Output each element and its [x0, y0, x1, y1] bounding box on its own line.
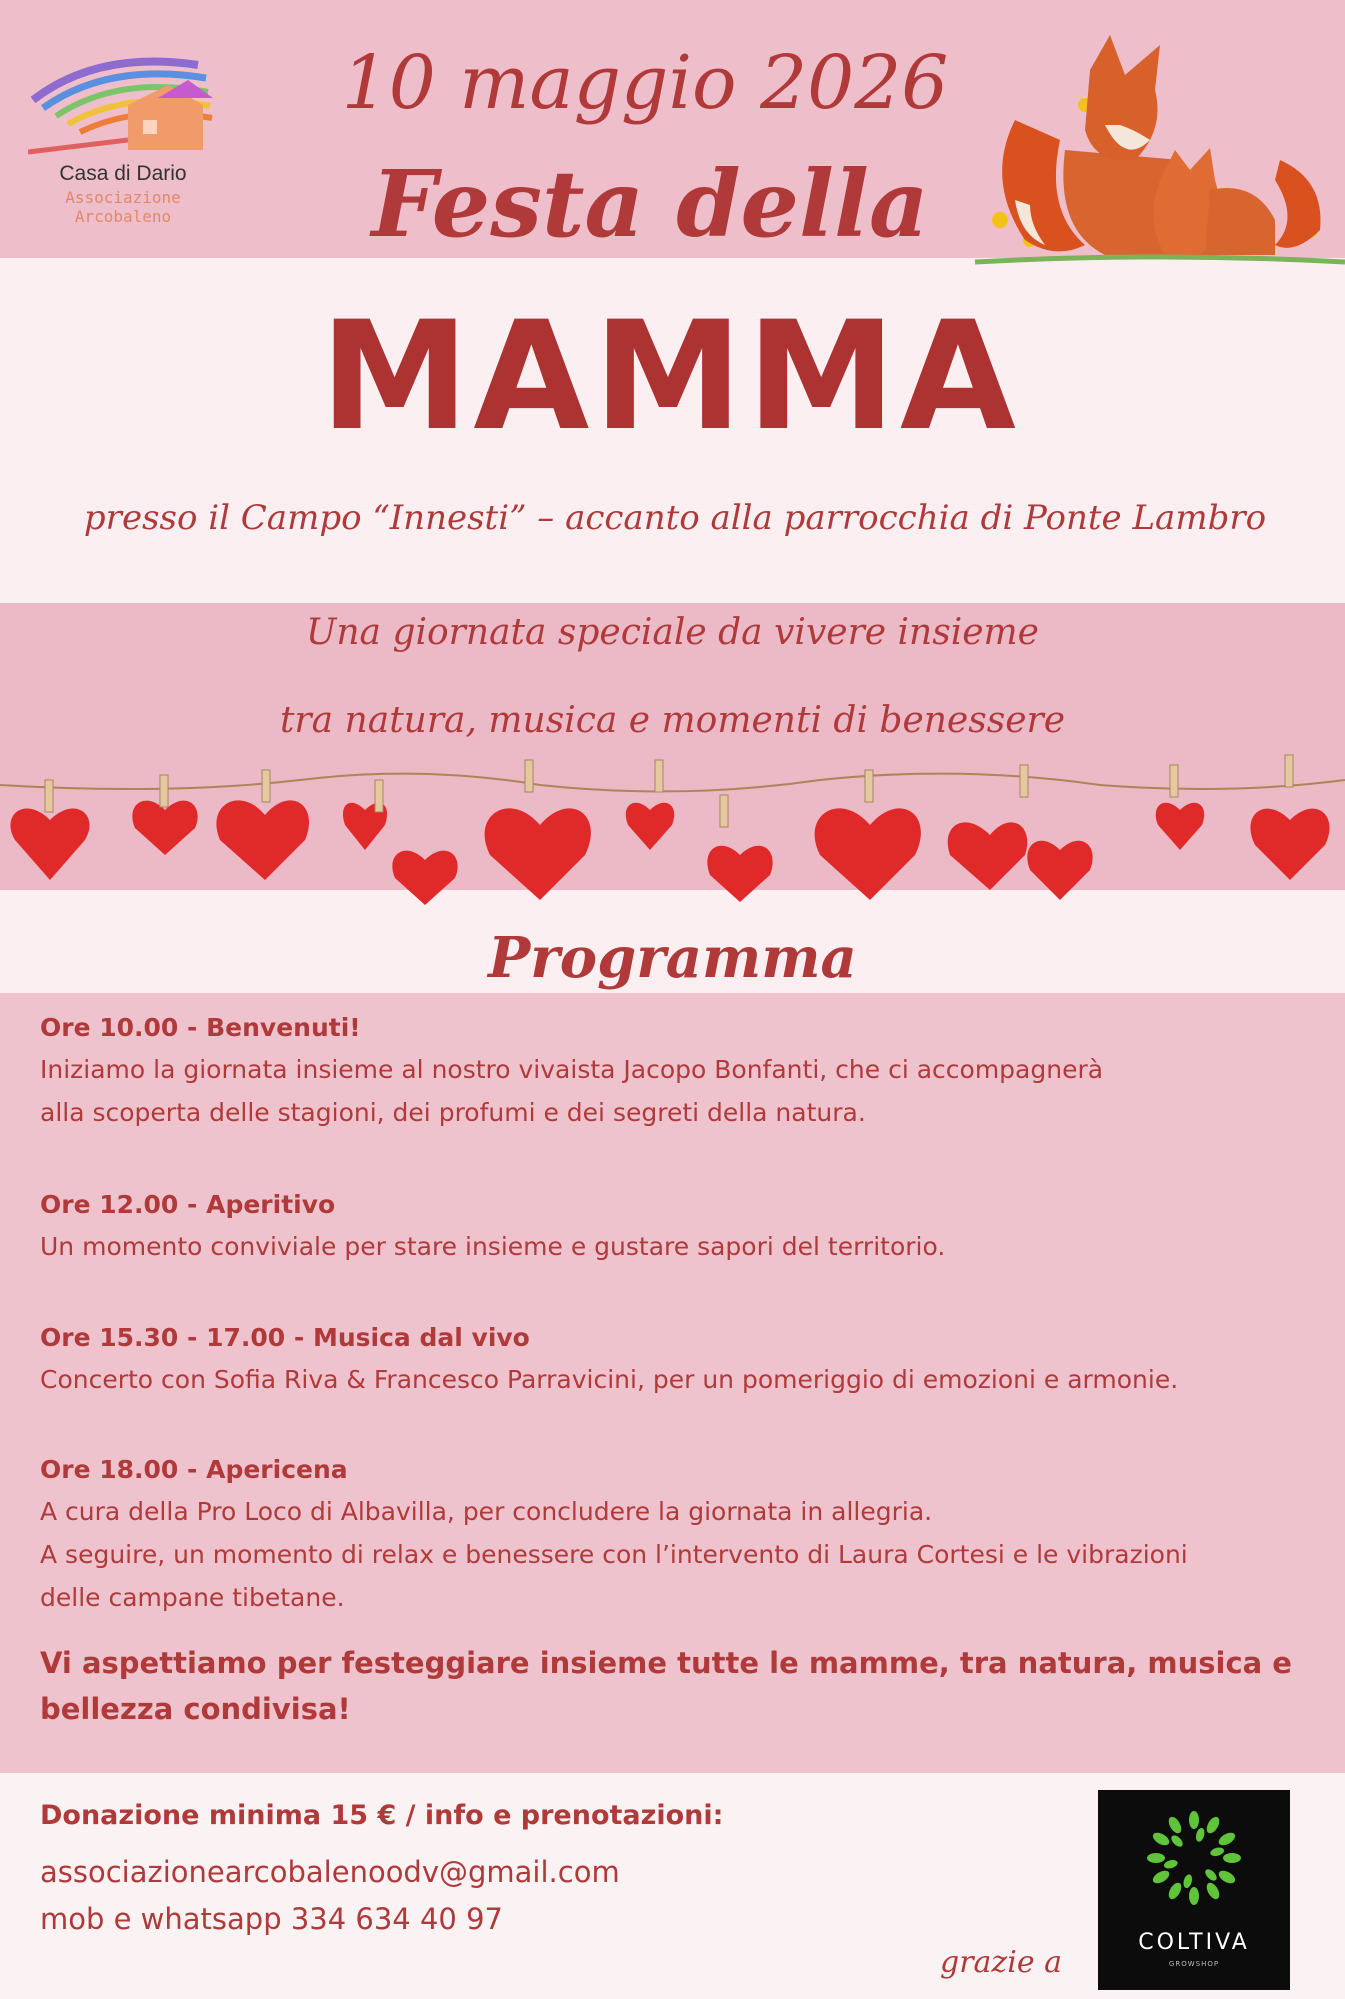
- clothespin-icon: [655, 760, 663, 792]
- heart-icon: [626, 803, 674, 850]
- mamma-title: MAMMA: [320, 290, 1020, 464]
- donation-info: Donazione minima 15 € / info e prenotazioni:: [40, 1800, 724, 1831]
- program-item-line: Un momento conviviale per stare insieme e gustare sapori del territorio.: [40, 1232, 946, 1261]
- program-item: [40, 1450, 1330, 1619]
- program-item-line: A cura della Pro Loco di Albavilla, per concludere la giornata in allegria.: [40, 1497, 933, 1526]
- clothespin-icon: [45, 780, 53, 812]
- program-item-heading: Ore 10.00 - Benvenuti!: [40, 1013, 361, 1042]
- closing-message: Vi aspettiamo per festeggiare insieme tutte le mamme, tra natura, musica e bellezza condivisa!: [40, 1646, 1292, 1726]
- contact-email[interactable]: associazionearcobalenoodv@gmail.com: [40, 1855, 620, 1889]
- logo-association-line1: Associazione: [65, 188, 181, 207]
- clothespin-icon: [720, 795, 728, 827]
- logo-association-line2: Arcobaleno: [74, 207, 172, 226]
- logo-name: Casa di Dario: [59, 162, 187, 185]
- fox-illustration: [975, 30, 1345, 275]
- program-item-heading: Ore 18.00 - Apericena: [40, 1455, 348, 1484]
- clothespin-icon: [1020, 765, 1028, 797]
- heart-icon: [132, 801, 197, 855]
- program-title: Programma: [488, 925, 857, 991]
- program-item-line: Concerto con Sofia Riva & Francesco Parravicini, per un pomeriggio di emozioni e armonie.: [40, 1365, 1179, 1394]
- rainbow-house-icon: [28, 40, 218, 160]
- sponsor-name: COLTIVA: [1138, 1930, 1250, 1955]
- clothespin-icon: [1285, 755, 1293, 787]
- clothespin-icon: [262, 770, 270, 802]
- event-date: 10 maggio 2026: [341, 40, 949, 126]
- heart-icon: [1027, 841, 1092, 900]
- program-item-heading: Ore 12.00 - Aperitivo: [40, 1190, 336, 1219]
- contact-phone[interactable]: mob e whatsapp 334 634 40 97: [40, 1902, 503, 1936]
- leaf-circle-icon: [1098, 1790, 1290, 1920]
- heart-icon: [1156, 803, 1204, 850]
- program-item-line: alla scoperta delle stagioni, dei profumi e dei segreti della natura.: [40, 1098, 866, 1127]
- hearts-garland-decoration: [0, 740, 1345, 910]
- program-item-line: delle campane tibetane.: [40, 1583, 345, 1612]
- event-location: presso il Campo “Innesti” – accanto alla parrocchia di Ponte Lambro: [83, 498, 1267, 538]
- thanks-label: grazie a: [940, 1945, 1063, 1980]
- casa-di-dario-logo: [28, 40, 218, 240]
- heart-icon: [392, 851, 457, 905]
- heart-icon: [707, 846, 772, 902]
- heart-icon: [815, 808, 921, 900]
- clothespin-icon: [375, 780, 383, 812]
- sponsor-subtitle: GROWSHOP: [1168, 1960, 1220, 1968]
- program-item-line: A seguire, un momento di relax e benessere con l’intervento di Laura Cortesi e le vibrazioni: [40, 1540, 1188, 1569]
- heart-icon: [10, 809, 89, 880]
- heart-icon: [216, 800, 309, 880]
- program-item: [40, 1318, 1330, 1401]
- logo-association: [28, 188, 218, 226]
- program-item: [40, 1008, 1330, 1134]
- heart-icon: [948, 822, 1028, 890]
- clothespin-icon: [865, 770, 873, 802]
- heart-icon: [1250, 809, 1329, 880]
- program-item-heading: Ore 15.30 - 17.00 - Musica dal vivo: [40, 1323, 530, 1352]
- tagline-line-1: Una giornata speciale da vivere insieme: [306, 612, 1039, 653]
- coltiva-sponsor-logo: [1098, 1790, 1290, 1990]
- heart-icon: [485, 808, 591, 900]
- program-item: [40, 1185, 1330, 1268]
- program-item-line: Iniziamo la giornata insieme al nostro vivaista Jacopo Bonfanti, che ci accompagnerà: [40, 1055, 1104, 1084]
- festa-della-title: Festa della: [371, 150, 929, 258]
- clothespin-icon: [1170, 765, 1178, 797]
- tagline-line-2: tra natura, musica e momenti di benessere: [279, 700, 1066, 741]
- clothespin-icon: [160, 775, 168, 807]
- clothespin-icon: [525, 760, 533, 792]
